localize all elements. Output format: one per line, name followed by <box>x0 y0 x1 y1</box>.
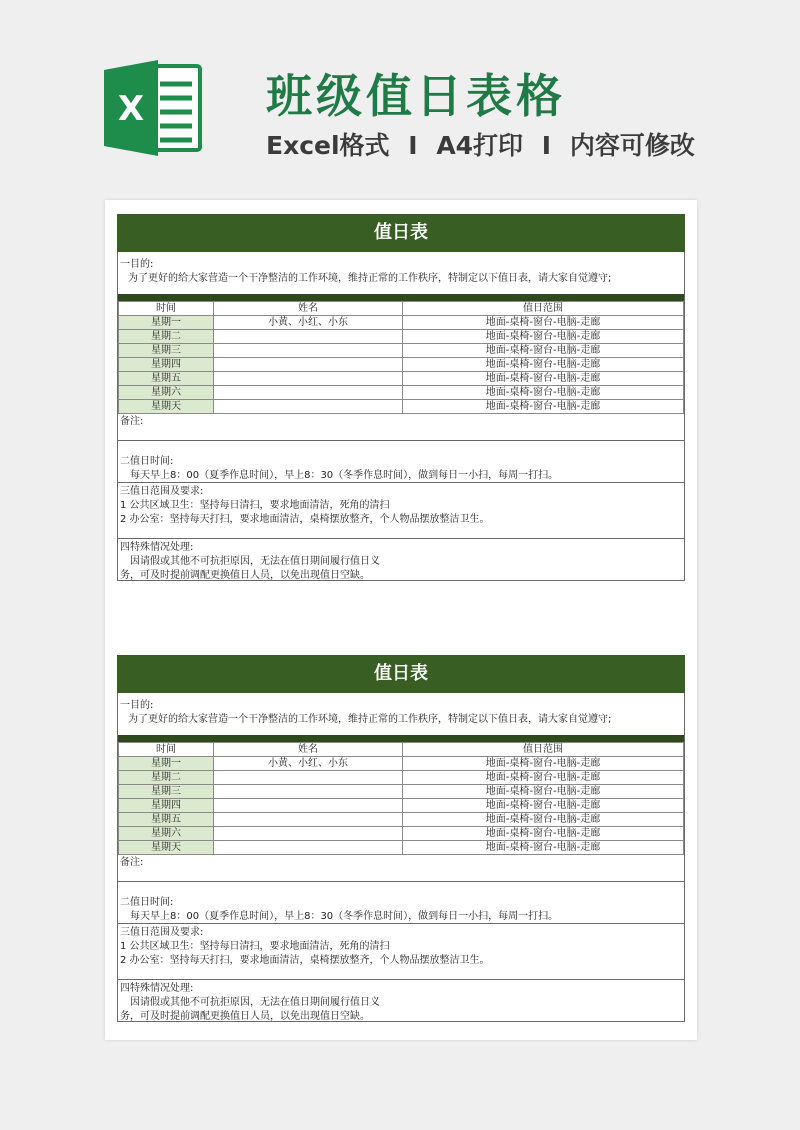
special-text: 因请假或其他不可抗拒原因，无法在值日期间履行值日义 <box>130 997 380 1008</box>
time-section <box>118 440 684 482</box>
table-row <box>119 358 684 372</box>
scope-section <box>118 482 684 538</box>
name-cell[interactable] <box>214 372 403 386</box>
sheet-body <box>117 252 685 581</box>
hero-banner <box>0 0 800 190</box>
excel-icon <box>102 60 202 156</box>
day-cell[interactable]: 星期四 <box>119 358 214 372</box>
name-cell[interactable] <box>214 841 403 855</box>
subtitle-print: A4打印 <box>436 131 524 160</box>
table-row <box>119 841 684 855</box>
table-row <box>119 400 684 414</box>
scope-cell[interactable]: 地面-桌椅-窗台-电脑-走廊 <box>403 330 684 344</box>
name-cell[interactable]: 小黄、小红、小东 <box>214 316 403 330</box>
scope-item: 1 公共区域卫生：坚持每日清扫，要求地面清洁，死角的清扫 <box>120 500 390 511</box>
column-header-scope: 值日范围 <box>403 302 684 316</box>
purpose-section <box>118 693 684 735</box>
day-cell[interactable]: 星期一 <box>119 316 214 330</box>
column-header-time: 时间 <box>119 302 214 316</box>
day-cell[interactable]: 星期五 <box>119 372 214 386</box>
name-cell[interactable] <box>214 771 403 785</box>
special-section <box>118 538 684 580</box>
day-cell[interactable]: 星期二 <box>119 330 214 344</box>
name-cell[interactable] <box>214 785 403 799</box>
scope-cell[interactable]: 地面-桌椅-窗台-电脑-走廊 <box>403 827 684 841</box>
table-header-row <box>119 743 684 757</box>
name-cell[interactable] <box>214 813 403 827</box>
name-cell[interactable] <box>214 400 403 414</box>
divider-band <box>118 735 684 742</box>
duty-table <box>118 301 684 414</box>
scope-label: 三值日范围及要求: <box>120 486 204 497</box>
sheet-title: 值日表 <box>117 214 685 252</box>
name-cell[interactable] <box>214 344 403 358</box>
scope-item: 2 办公室：坚持每天打扫，要求地面清洁，桌椅摆放整齐，个人物品摆放整洁卫生。 <box>120 955 490 966</box>
purpose-text: 为了更好的给大家营造一个干净整洁的工作环境，维持正常的工作秩序，特制定以下值日表，请大家自觉遵守; <box>128 273 612 284</box>
table-row <box>119 785 684 799</box>
note-label: 备注: <box>120 857 144 868</box>
scope-cell[interactable]: 地面-桌椅-窗台-电脑-走廊 <box>403 400 684 414</box>
page-subtitle <box>266 126 695 162</box>
special-text: 务，可及时提前调配更换值日人员，以免出现值日空缺。 <box>120 1011 370 1022</box>
table-header-row <box>119 302 684 316</box>
day-cell[interactable]: 星期三 <box>119 785 214 799</box>
table-row <box>119 757 684 771</box>
day-cell[interactable]: 星期四 <box>119 799 214 813</box>
special-label: 四特殊情况处理: <box>120 542 194 553</box>
day-cell[interactable]: 星期五 <box>119 813 214 827</box>
column-header-name: 姓名 <box>214 302 403 316</box>
scope-section <box>118 923 684 979</box>
purpose-section <box>118 252 684 294</box>
subtitle-separator: I <box>408 131 418 160</box>
column-header-name: 姓名 <box>214 743 403 757</box>
subtitle-format: Excel格式 <box>266 131 390 160</box>
name-cell[interactable]: 小黄、小红、小东 <box>214 757 403 771</box>
scope-cell[interactable]: 地面-桌椅-窗台-电脑-走廊 <box>403 757 684 771</box>
scope-cell[interactable]: 地面-桌椅-窗台-电脑-走廊 <box>403 372 684 386</box>
time-label: 二值日时间: <box>120 456 174 467</box>
scope-cell[interactable]: 地面-桌椅-窗台-电脑-走廊 <box>403 358 684 372</box>
excel-logo-letter: X <box>117 89 145 129</box>
subtitle-separator: I <box>541 131 552 160</box>
scope-label: 三值日范围及要求: <box>120 927 204 938</box>
scope-cell[interactable]: 地面-桌椅-窗台-电脑-走廊 <box>403 841 684 855</box>
page-title: 班级值日表格 <box>266 69 566 123</box>
scope-cell[interactable]: 地面-桌椅-窗台-电脑-走廊 <box>403 316 684 330</box>
day-cell[interactable]: 星期六 <box>119 827 214 841</box>
scope-cell[interactable]: 地面-桌椅-窗台-电脑-走廊 <box>403 799 684 813</box>
time-section <box>118 881 684 923</box>
column-header-time: 时间 <box>119 743 214 757</box>
table-row <box>119 316 684 330</box>
sheet-title: 值日表 <box>117 655 685 693</box>
special-text: 务，可及时提前调配更换值日人员，以免出现值日空缺。 <box>120 570 370 581</box>
special-text: 因请假或其他不可抗拒原因，无法在值日期间履行值日义 <box>130 556 380 567</box>
day-cell[interactable]: 星期三 <box>119 344 214 358</box>
document-page <box>105 200 697 1040</box>
day-cell[interactable]: 星期天 <box>119 400 214 414</box>
table-row <box>119 827 684 841</box>
divider-band <box>118 294 684 301</box>
table-row <box>119 799 684 813</box>
time-text: 每天早上8：00（夏季作息时间），早上8：30（冬季作息时间），做到每日一小扫，每周一打扫。 <box>130 470 559 481</box>
table-row <box>119 386 684 400</box>
special-label: 四特殊情况处理: <box>120 983 194 994</box>
scope-cell[interactable]: 地面-桌椅-窗台-电脑-走廊 <box>403 771 684 785</box>
note-section <box>118 855 684 881</box>
note-section <box>118 414 684 440</box>
name-cell[interactable] <box>214 358 403 372</box>
name-cell[interactable] <box>214 799 403 813</box>
purpose-label: 一目的: <box>120 700 154 711</box>
day-cell[interactable]: 星期天 <box>119 841 214 855</box>
subtitle-editable: 内容可修改 <box>569 131 695 160</box>
name-cell[interactable] <box>214 386 403 400</box>
sheet-body <box>117 693 685 1022</box>
column-header-scope: 值日范围 <box>403 743 684 757</box>
scope-item: 2 办公室：坚持每天打扫，要求地面清洁，桌椅摆放整齐，个人物品摆放整洁卫生。 <box>120 514 490 525</box>
table-row <box>119 771 684 785</box>
scope-item: 1 公共区域卫生：坚持每日清扫，要求地面清洁，死角的清扫 <box>120 941 390 952</box>
table-row <box>119 344 684 358</box>
name-cell[interactable] <box>214 330 403 344</box>
purpose-label: 一目的: <box>120 259 154 270</box>
scope-cell[interactable]: 地面-桌椅-窗台-电脑-走廊 <box>403 344 684 358</box>
note-label: 备注: <box>120 416 144 427</box>
scope-cell[interactable]: 地面-桌椅-窗台-电脑-走廊 <box>403 785 684 799</box>
time-label: 二值日时间: <box>120 897 174 908</box>
day-cell[interactable]: 星期二 <box>119 771 214 785</box>
scope-cell[interactable]: 地面-桌椅-窗台-电脑-走廊 <box>403 386 684 400</box>
duty-sheet <box>117 214 685 581</box>
table-row <box>119 330 684 344</box>
name-cell[interactable] <box>214 827 403 841</box>
time-text: 每天早上8：00（夏季作息时间），早上8：30（冬季作息时间），做到每日一小扫，每周一打扫。 <box>130 911 559 922</box>
purpose-text: 为了更好的给大家营造一个干净整洁的工作环境，维持正常的工作秩序，特制定以下值日表，请大家自觉遵守; <box>128 714 612 725</box>
day-cell[interactable]: 星期六 <box>119 386 214 400</box>
table-row <box>119 813 684 827</box>
duty-sheet <box>117 655 685 1022</box>
table-row <box>119 372 684 386</box>
scope-cell[interactable]: 地面-桌椅-窗台-电脑-走廊 <box>403 813 684 827</box>
special-section <box>118 979 684 1021</box>
day-cell[interactable]: 星期一 <box>119 757 214 771</box>
duty-table <box>118 742 684 855</box>
